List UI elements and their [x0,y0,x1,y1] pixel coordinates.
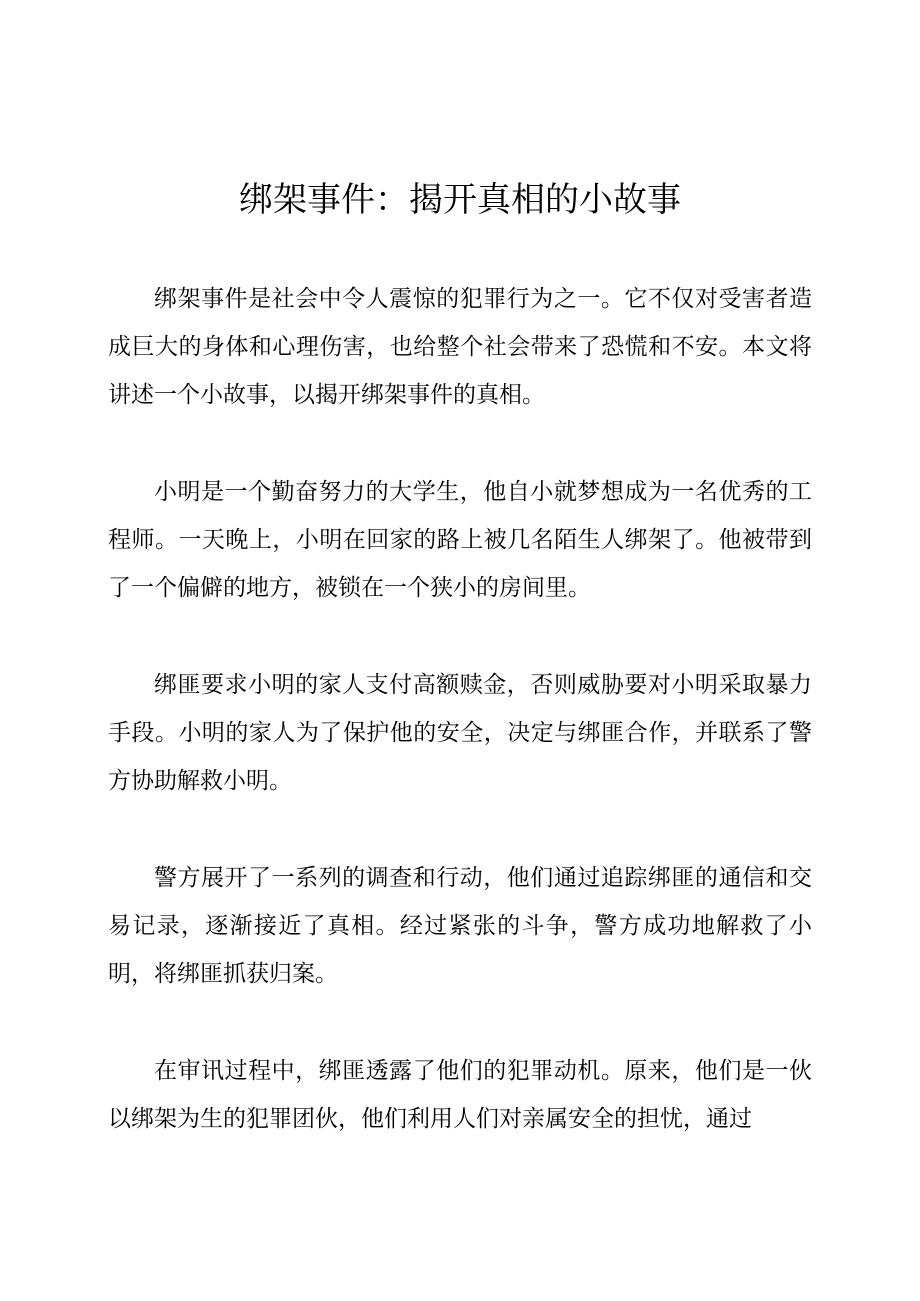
paragraph-5: 在审讯过程中，绑匪透露了他们的犯罪动机。原来，他们是一伙以绑架为生的犯罪团伙，他们利用人们对亲属安全的担忧，通过 [108,1058,812,1132]
paragraph-4: 警方展开了一系列的调查和行动，他们通过追踪绑匪的通信和交易记录，逐渐接近了真相。经过紧张的斗争，警方成功地解救了小明，将绑匪抓获归案。 [108,865,812,987]
paragraph-3: 绑匪要求小明的家人支付高额赎金，否则威胁要对小明采取暴力手段。小明的家人为了保护他的安全，决定与绑匪合作，并联系了警方协助解救小明。 [108,672,812,794]
document-body [108,275,812,1192]
document-title: 绑架事件：揭开真相的小故事 [239,180,681,220]
paragraph-1: 绑架事件是社会中令人震惊的犯罪行为之一。它不仅对受害者造成巨大的身体和心理伤害，也给整个社会带来了恐慌和不安。本文将讲述一个小故事，以揭开绑架事件的真相。 [108,286,812,408]
paragraph-2: 小明是一个勤奋努力的大学生，他自小就梦想成为一名优秀的工程师。一天晚上，小明在回家的路上被几名陌生人绑架了。他被带到了一个偏僻的地方，被锁在一个狭小的房间里。 [108,479,812,601]
